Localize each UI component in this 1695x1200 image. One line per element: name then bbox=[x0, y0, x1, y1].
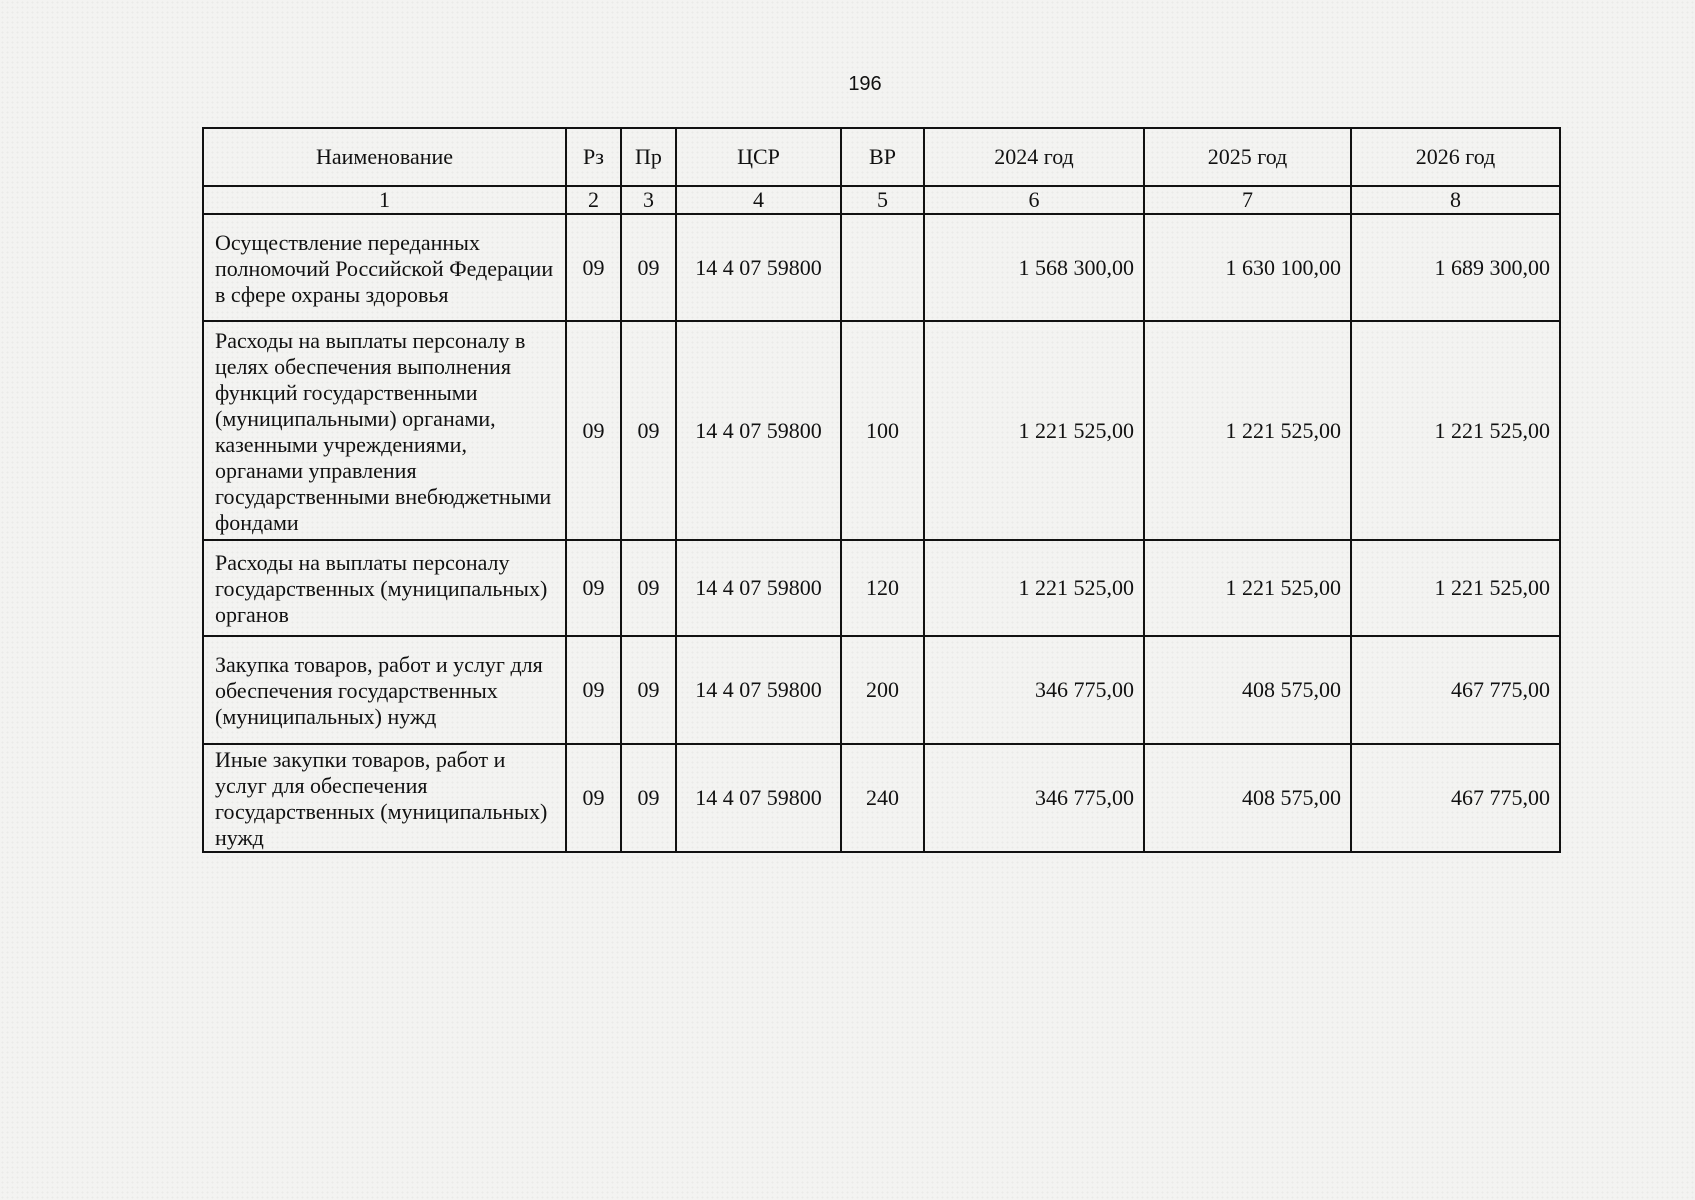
row-pr: 09 bbox=[621, 214, 676, 321]
row-vr: 100 bbox=[841, 321, 924, 540]
header-vr: ВР bbox=[841, 128, 924, 186]
column-number: 2 bbox=[566, 186, 621, 214]
row-vr bbox=[841, 214, 924, 321]
row-rz: 09 bbox=[566, 744, 621, 852]
row-rz: 09 bbox=[566, 214, 621, 321]
column-number: 3 bbox=[621, 186, 676, 214]
row-amount-2026: 467 775,00 bbox=[1351, 636, 1560, 744]
table-row bbox=[203, 321, 1560, 540]
row-csr: 14 4 07 59800 bbox=[676, 636, 841, 744]
row-amount-2024: 346 775,00 bbox=[924, 636, 1144, 744]
row-amount-2025: 1 221 525,00 bbox=[1144, 321, 1351, 540]
row-amount-2024: 1 568 300,00 bbox=[924, 214, 1144, 321]
row-amount-2024: 1 221 525,00 bbox=[924, 321, 1144, 540]
row-pr: 09 bbox=[621, 321, 676, 540]
row-name: Расходы на выплаты персоналу в целях обеспечения выполнения функций государственными (муниципальными) органами, казенными учреждениями, органами управления государственными внебюджетными фондами bbox=[203, 321, 566, 540]
table-row bbox=[203, 214, 1560, 321]
row-amount-2025: 408 575,00 bbox=[1144, 636, 1351, 744]
row-name: Закупка товаров, работ и услуг для обеспечения государственных (муниципальных) нужд bbox=[203, 636, 566, 744]
header-pr: Пр bbox=[621, 128, 676, 186]
row-pr: 09 bbox=[621, 744, 676, 852]
row-amount-2025: 1 630 100,00 bbox=[1144, 214, 1351, 321]
table-row bbox=[203, 636, 1560, 744]
table-row bbox=[203, 540, 1560, 636]
column-number: 4 bbox=[676, 186, 841, 214]
column-number: 5 bbox=[841, 186, 924, 214]
row-vr: 120 bbox=[841, 540, 924, 636]
budget-table bbox=[202, 127, 1561, 853]
row-csr: 14 4 07 59800 bbox=[676, 321, 841, 540]
row-csr: 14 4 07 59800 bbox=[676, 214, 841, 321]
row-pr: 09 bbox=[621, 636, 676, 744]
header-rz: Рз bbox=[566, 128, 621, 186]
header-2024: 2024 год bbox=[924, 128, 1144, 186]
row-vr: 240 bbox=[841, 744, 924, 852]
column-number: 8 bbox=[1351, 186, 1560, 214]
row-name: Расходы на выплаты персоналу государственных (муниципальных) органов bbox=[203, 540, 566, 636]
header-2025: 2025 год bbox=[1144, 128, 1351, 186]
row-amount-2024: 1 221 525,00 bbox=[924, 540, 1144, 636]
row-amount-2024: 346 775,00 bbox=[924, 744, 1144, 852]
row-amount-2026: 1 221 525,00 bbox=[1351, 321, 1560, 540]
row-amount-2026: 1 221 525,00 bbox=[1351, 540, 1560, 636]
header-csr: ЦСР bbox=[676, 128, 841, 186]
row-vr: 200 bbox=[841, 636, 924, 744]
column-number-row bbox=[203, 186, 1560, 214]
row-amount-2026: 1 689 300,00 bbox=[1351, 214, 1560, 321]
header-name: Наименование bbox=[203, 128, 566, 186]
row-csr: 14 4 07 59800 bbox=[676, 744, 841, 852]
row-name: Иные закупки товаров, работ и услуг для обеспечения государственных (муниципальных) нужд bbox=[203, 744, 566, 852]
row-csr: 14 4 07 59800 bbox=[676, 540, 841, 636]
row-name: Осуществление переданных полномочий Российской Федерации в сфере охраны здоровья bbox=[203, 214, 566, 321]
column-number: 7 bbox=[1144, 186, 1351, 214]
row-rz: 09 bbox=[566, 636, 621, 744]
page-number: 196 bbox=[848, 73, 882, 95]
table-row bbox=[203, 744, 1560, 852]
row-amount-2026: 467 775,00 bbox=[1351, 744, 1560, 852]
header-row bbox=[203, 128, 1560, 186]
row-rz: 09 bbox=[566, 540, 621, 636]
column-number: 6 bbox=[924, 186, 1144, 214]
header-2026: 2026 год bbox=[1351, 128, 1560, 186]
row-pr: 09 bbox=[621, 540, 676, 636]
column-number: 1 bbox=[203, 186, 566, 214]
row-amount-2025: 408 575,00 bbox=[1144, 744, 1351, 852]
row-amount-2025: 1 221 525,00 bbox=[1144, 540, 1351, 636]
row-rz: 09 bbox=[566, 321, 621, 540]
